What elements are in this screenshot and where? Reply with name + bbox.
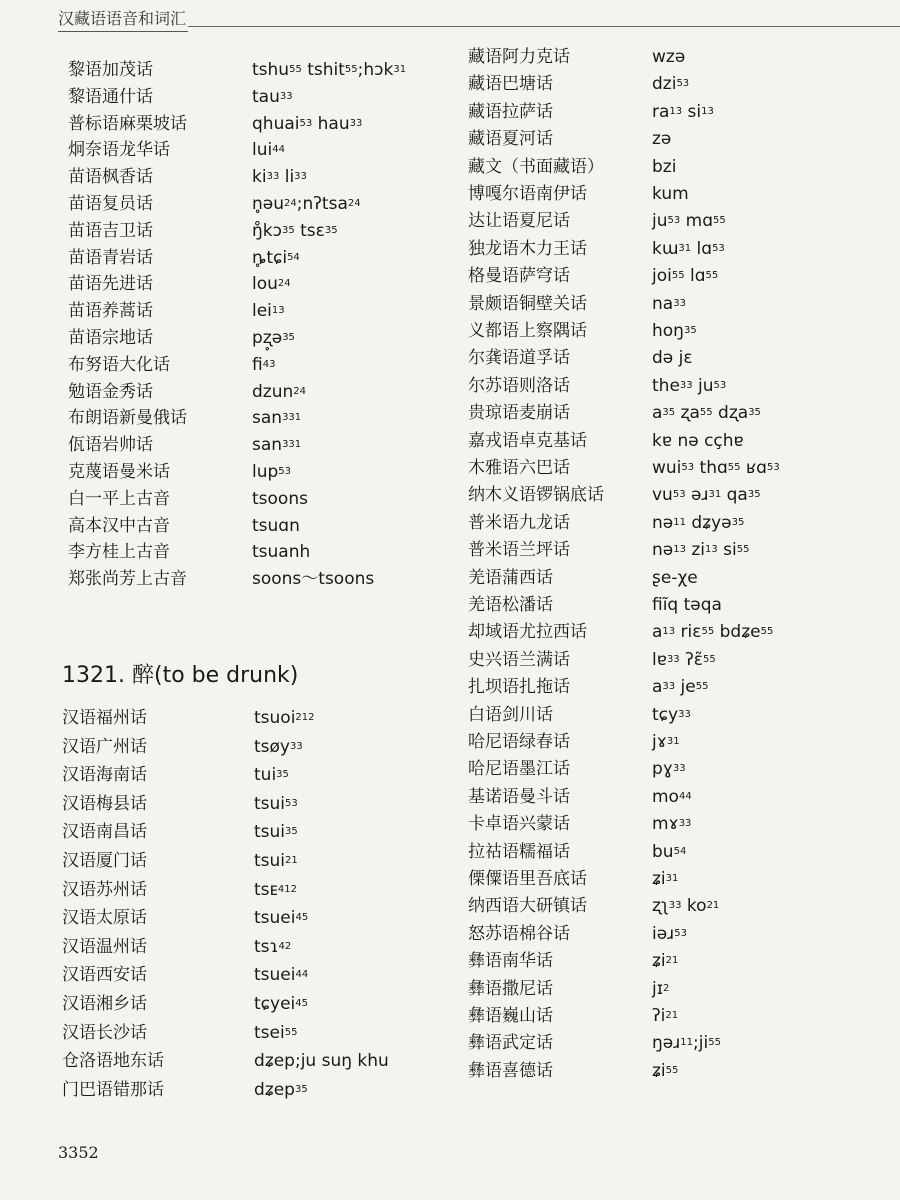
language-name: 藏语巴塘话 — [468, 74, 553, 95]
language-name: 汉语南昌话 — [62, 822, 147, 843]
language-name: 苗语养蒿话 — [68, 301, 153, 322]
language-name: 苗语复员话 — [68, 194, 153, 214]
language-name: 汉语长沙话 — [62, 1022, 147, 1043]
section-gloss: (to be drunk) — [154, 663, 299, 688]
language-name: 苗语吉卫话 — [68, 220, 153, 241]
phonetic-form: iəɹ$^{53}$ — [652, 923, 687, 944]
language-name: 汉语厦门话 — [62, 851, 147, 871]
phonetic-form: dzun$^{24}$ — [252, 381, 306, 402]
language-name: 苗语枫香话 — [68, 167, 153, 188]
phonetic-form: $ki^{33}$ $li^{33}$ — [252, 167, 307, 188]
language-name: 汉语温州话 — [62, 936, 147, 957]
phonetic-form: tau$^{33}$ — [252, 86, 293, 107]
phonetic-form: tsuanh — [252, 542, 311, 563]
language-name: 羌语松潘话 — [468, 595, 553, 615]
section-heading — [62, 658, 298, 689]
language-name: 李方桂上古音 — [68, 542, 170, 563]
phonetic-form: $a^{33}$ $je^{55}$ — [652, 677, 709, 698]
language-name: 彝语南华话 — [468, 951, 553, 972]
phonetic-form: kɐ nə cçhɐ — [652, 430, 744, 451]
language-name: 嘉戎语卓克基话 — [468, 430, 587, 451]
phonetic-form: hoŋ$^{35}$ — [652, 321, 697, 341]
language-name: 白一平上古音 — [68, 488, 170, 509]
language-name: 怒苏语棉谷话 — [468, 923, 570, 944]
phonetic-form: tsøy$^{33}$ — [254, 736, 303, 757]
phonetic-form: san$^{331}$ — [252, 408, 302, 429]
phonetic-form: kɯ$^{31}$ lɑ$^{53}$ — [652, 238, 725, 259]
language-name: 景颇语铜壁关话 — [468, 293, 587, 314]
phonetic-form: $ŋəɹ^{11};ji^{55}$ — [652, 1033, 721, 1054]
language-name: 彝语巍山话 — [468, 1006, 553, 1026]
phonetic-form: dzi$^{53}$ — [652, 74, 690, 95]
phonetic-form: ʑi$^{31}$ — [652, 869, 679, 889]
language-name: 傈僳语里吾底话 — [468, 869, 587, 889]
phonetic-form: lup$^{53}$ — [252, 462, 292, 482]
phonetic-form: $na^{33}$ — [652, 293, 686, 314]
phonetic-form: $mo^{44}$ — [652, 786, 692, 807]
language-name: 贵琼语麦崩话 — [468, 403, 570, 424]
phonetic-form: ŋ̊kɔ$^{35}$ tsɛ$^{35}$ — [252, 220, 338, 241]
phonetic-form: ʂe-χe — [652, 567, 698, 588]
phonetic-form: lui$^{44}$ — [252, 140, 285, 161]
phonetic-form: $vu^{53}$ əɹ$^{31}$ $qa^{35}$ — [652, 485, 761, 506]
language-name: 黎语加茂话 — [68, 60, 153, 80]
language-name: 郑张尚芳上古音 — [68, 569, 187, 590]
language-name: 苗语青岩话 — [68, 247, 153, 268]
phonetic-form: tsoons — [252, 488, 308, 509]
language-name: 基诺语曼斗话 — [468, 786, 570, 807]
phonetic-form: tɕy$^{33}$ — [652, 704, 691, 725]
language-name: 克蔑语曼米话 — [68, 462, 170, 482]
language-name: 义都语上察隅话 — [468, 321, 587, 341]
phonetic-form: tui$^{35}$ — [254, 765, 289, 786]
language-name: 高本汉中古音 — [68, 515, 170, 536]
phonetic-form: lei$^{13}$ — [252, 301, 285, 322]
phonetic-form: jɤ$^{31}$ — [652, 732, 680, 752]
language-name: 尔苏语则洛话 — [468, 375, 570, 396]
phonetic-form: lɐ$^{33}$ ʔɛ̃$^{55}$ — [652, 649, 716, 670]
language-name: 格曼语萨穹话 — [468, 266, 570, 287]
language-name: 纳西语大研镇话 — [468, 896, 587, 917]
language-name: 佤语岩帅话 — [68, 435, 153, 456]
language-name: 达让语夏尼话 — [468, 211, 570, 232]
language-name: 博嘎尔语南伊话 — [468, 184, 587, 204]
phonetic-form: ʔi$^{21}$ — [652, 1006, 679, 1026]
phonetic-form: zə — [652, 129, 672, 150]
language-name: 藏语阿力克话 — [468, 47, 570, 67]
language-name: 普米语九龙话 — [468, 512, 570, 533]
phonetic-form: n̥əu$^{24}$;nʔtsa$^{24}$ — [252, 194, 361, 214]
phonetic-form: tsuɑn — [252, 515, 300, 536]
phonetic-form: fiĩq təqa — [652, 595, 722, 615]
phonetic-form: ʑi$^{55}$ — [652, 1060, 679, 1081]
phonetic-form: nə$^{11}$ dʑyə$^{35}$ — [652, 512, 745, 533]
phonetic-form: kum — [652, 184, 689, 204]
phonetic-form: ʑi$^{21}$ — [652, 951, 679, 972]
header-rule — [188, 26, 900, 27]
section-number: 1321. — [62, 663, 125, 688]
phonetic-form: tshu$^{55}$ tshit$^{55}$;hɔk$^{31}$ — [252, 60, 407, 80]
language-name: 汉语梅县话 — [62, 793, 147, 814]
language-name: 藏文（书面藏语） — [468, 156, 604, 177]
language-name: 汉语海南话 — [62, 765, 147, 786]
phonetic-form: soons～tsoons — [252, 569, 375, 590]
language-name: 普标语麻栗坡话 — [68, 113, 187, 134]
phonetic-form: tsuei$^{44}$ — [254, 965, 309, 986]
phonetic-form: tsuei$^{45}$ — [254, 908, 309, 929]
language-name: 汉语苏州话 — [62, 879, 147, 900]
phonetic-form: $ju^{53}$ mɑ$^{55}$ — [652, 211, 726, 232]
phonetic-form: $a^{13}$ riɛ$^{55}$ bdʑe$^{55}$ — [652, 622, 774, 643]
language-name: 黎语通什话 — [68, 86, 153, 107]
language-name: 彝语喜德话 — [468, 1060, 553, 1081]
language-name: 却域语尤拉西话 — [468, 622, 587, 643]
language-name: 史兴语兰满话 — [468, 649, 570, 670]
phonetic-form: ʐʅ$^{33}$ $ko^{21}$ — [652, 896, 720, 917]
phonetic-form: qhuai$^{53}$ hau$^{33}$ — [252, 113, 363, 134]
language-name: 苗语先进话 — [68, 274, 153, 295]
phonetic-form: $ra^{13}$ $si^{13}$ — [652, 101, 714, 122]
phonetic-form: pʐ̥ə$^{35}$ — [252, 328, 295, 348]
phonetic-form: san$^{331}$ — [252, 435, 302, 456]
phonetic-form: tsei$^{55}$ — [254, 1022, 298, 1043]
language-name: 彝语撒尼话 — [468, 978, 553, 999]
phonetic-form: dʑep$^{35}$ — [254, 1079, 308, 1100]
language-name: 哈尼语绿春话 — [468, 732, 570, 752]
language-name: 汉语湘乡话 — [62, 994, 147, 1014]
phonetic-form: tɕyei$^{45}$ — [254, 994, 308, 1014]
phonetic-form: mɤ$^{33}$ — [652, 814, 692, 835]
language-name: 布朗语新曼俄话 — [68, 408, 187, 429]
running-header: 汉藏语语音和词汇 — [58, 6, 188, 32]
language-name: 勉语金秀话 — [68, 381, 153, 402]
language-name: 木雅语六巴话 — [468, 458, 570, 478]
language-name: 纳木义语锣锅底话 — [468, 485, 604, 506]
phonetic-form: lou$^{24}$ — [252, 274, 291, 295]
language-name: 汉语广州话 — [62, 736, 147, 757]
phonetic-form: dʑep;ju suŋ khu — [254, 1051, 389, 1072]
phonetic-form: tsɿ$^{42}$ — [254, 936, 292, 957]
phonetic-form: tsᴇ$^{412}$ — [254, 879, 297, 900]
section-headword: 醉 — [131, 663, 154, 688]
phonetic-form: joi$^{55}$ lɑ$^{55}$ — [652, 266, 719, 287]
phonetic-form: bzi — [652, 156, 677, 177]
language-name: 羌语蒲西话 — [468, 567, 553, 588]
language-name: 独龙语木力王话 — [468, 238, 587, 259]
phonetic-form: nə$^{13}$ $zi^{13}$ $si^{55}$ — [652, 540, 750, 561]
phonetic-form: tsui$^{53}$ — [254, 793, 298, 814]
phonetic-form: $bu^{54}$ — [652, 841, 687, 862]
page-number: 3352 — [58, 1143, 99, 1162]
language-name: 汉语太原话 — [62, 908, 147, 929]
phonetic-form: jɪ$^2$ — [652, 978, 670, 999]
language-name: 尔龚语道孚话 — [468, 348, 570, 369]
language-name: 门巴语错那话 — [62, 1079, 164, 1100]
phonetic-form: wzə — [652, 47, 686, 67]
language-name: 汉语福州话 — [62, 708, 147, 728]
language-name: 普米语兰坪话 — [468, 540, 570, 561]
language-name: 苗语宗地话 — [68, 328, 153, 348]
language-name: 拉祜语糯福话 — [468, 841, 570, 862]
language-name: 卡卓语兴蒙话 — [468, 814, 570, 835]
language-name: 汉语西安话 — [62, 965, 147, 986]
phonetic-form: $a^{35}$ ʐa$^{55}$ dʐa$^{35}$ — [652, 403, 761, 424]
language-name: 彝语武定话 — [468, 1033, 553, 1054]
phonetic-form: wui$^{53}$ thɑ$^{55}$ ʁɑ$^{53}$ — [652, 458, 780, 478]
language-name: 哈尼语墨江话 — [468, 759, 570, 780]
phonetic-form: də jɛ — [652, 348, 693, 369]
language-name: 仓洛语地东话 — [62, 1051, 164, 1072]
phonetic-form: tsui$^{21}$ — [254, 851, 298, 871]
language-name: 藏语夏河话 — [468, 129, 553, 150]
language-name: 藏语拉萨话 — [468, 101, 553, 122]
phonetic-form: ȵ̥tɕi$^{54}$ — [252, 247, 300, 268]
language-name: 扎坝语扎拖话 — [468, 677, 570, 698]
phonetic-form: pɣ$^{33}$ — [652, 759, 686, 780]
language-name: 炯奈语龙华话 — [68, 140, 170, 161]
phonetic-form: tsui$^{35}$ — [254, 822, 298, 843]
phonetic-form: tsuoi$^{212}$ — [254, 708, 315, 728]
language-name: 布努语大化话 — [68, 354, 170, 375]
phonetic-form: the$^{33}$ $ju^{53}$ — [652, 375, 727, 396]
language-name: 白语剑川话 — [468, 704, 553, 725]
phonetic-form: $fi^{43}$ — [252, 354, 276, 375]
